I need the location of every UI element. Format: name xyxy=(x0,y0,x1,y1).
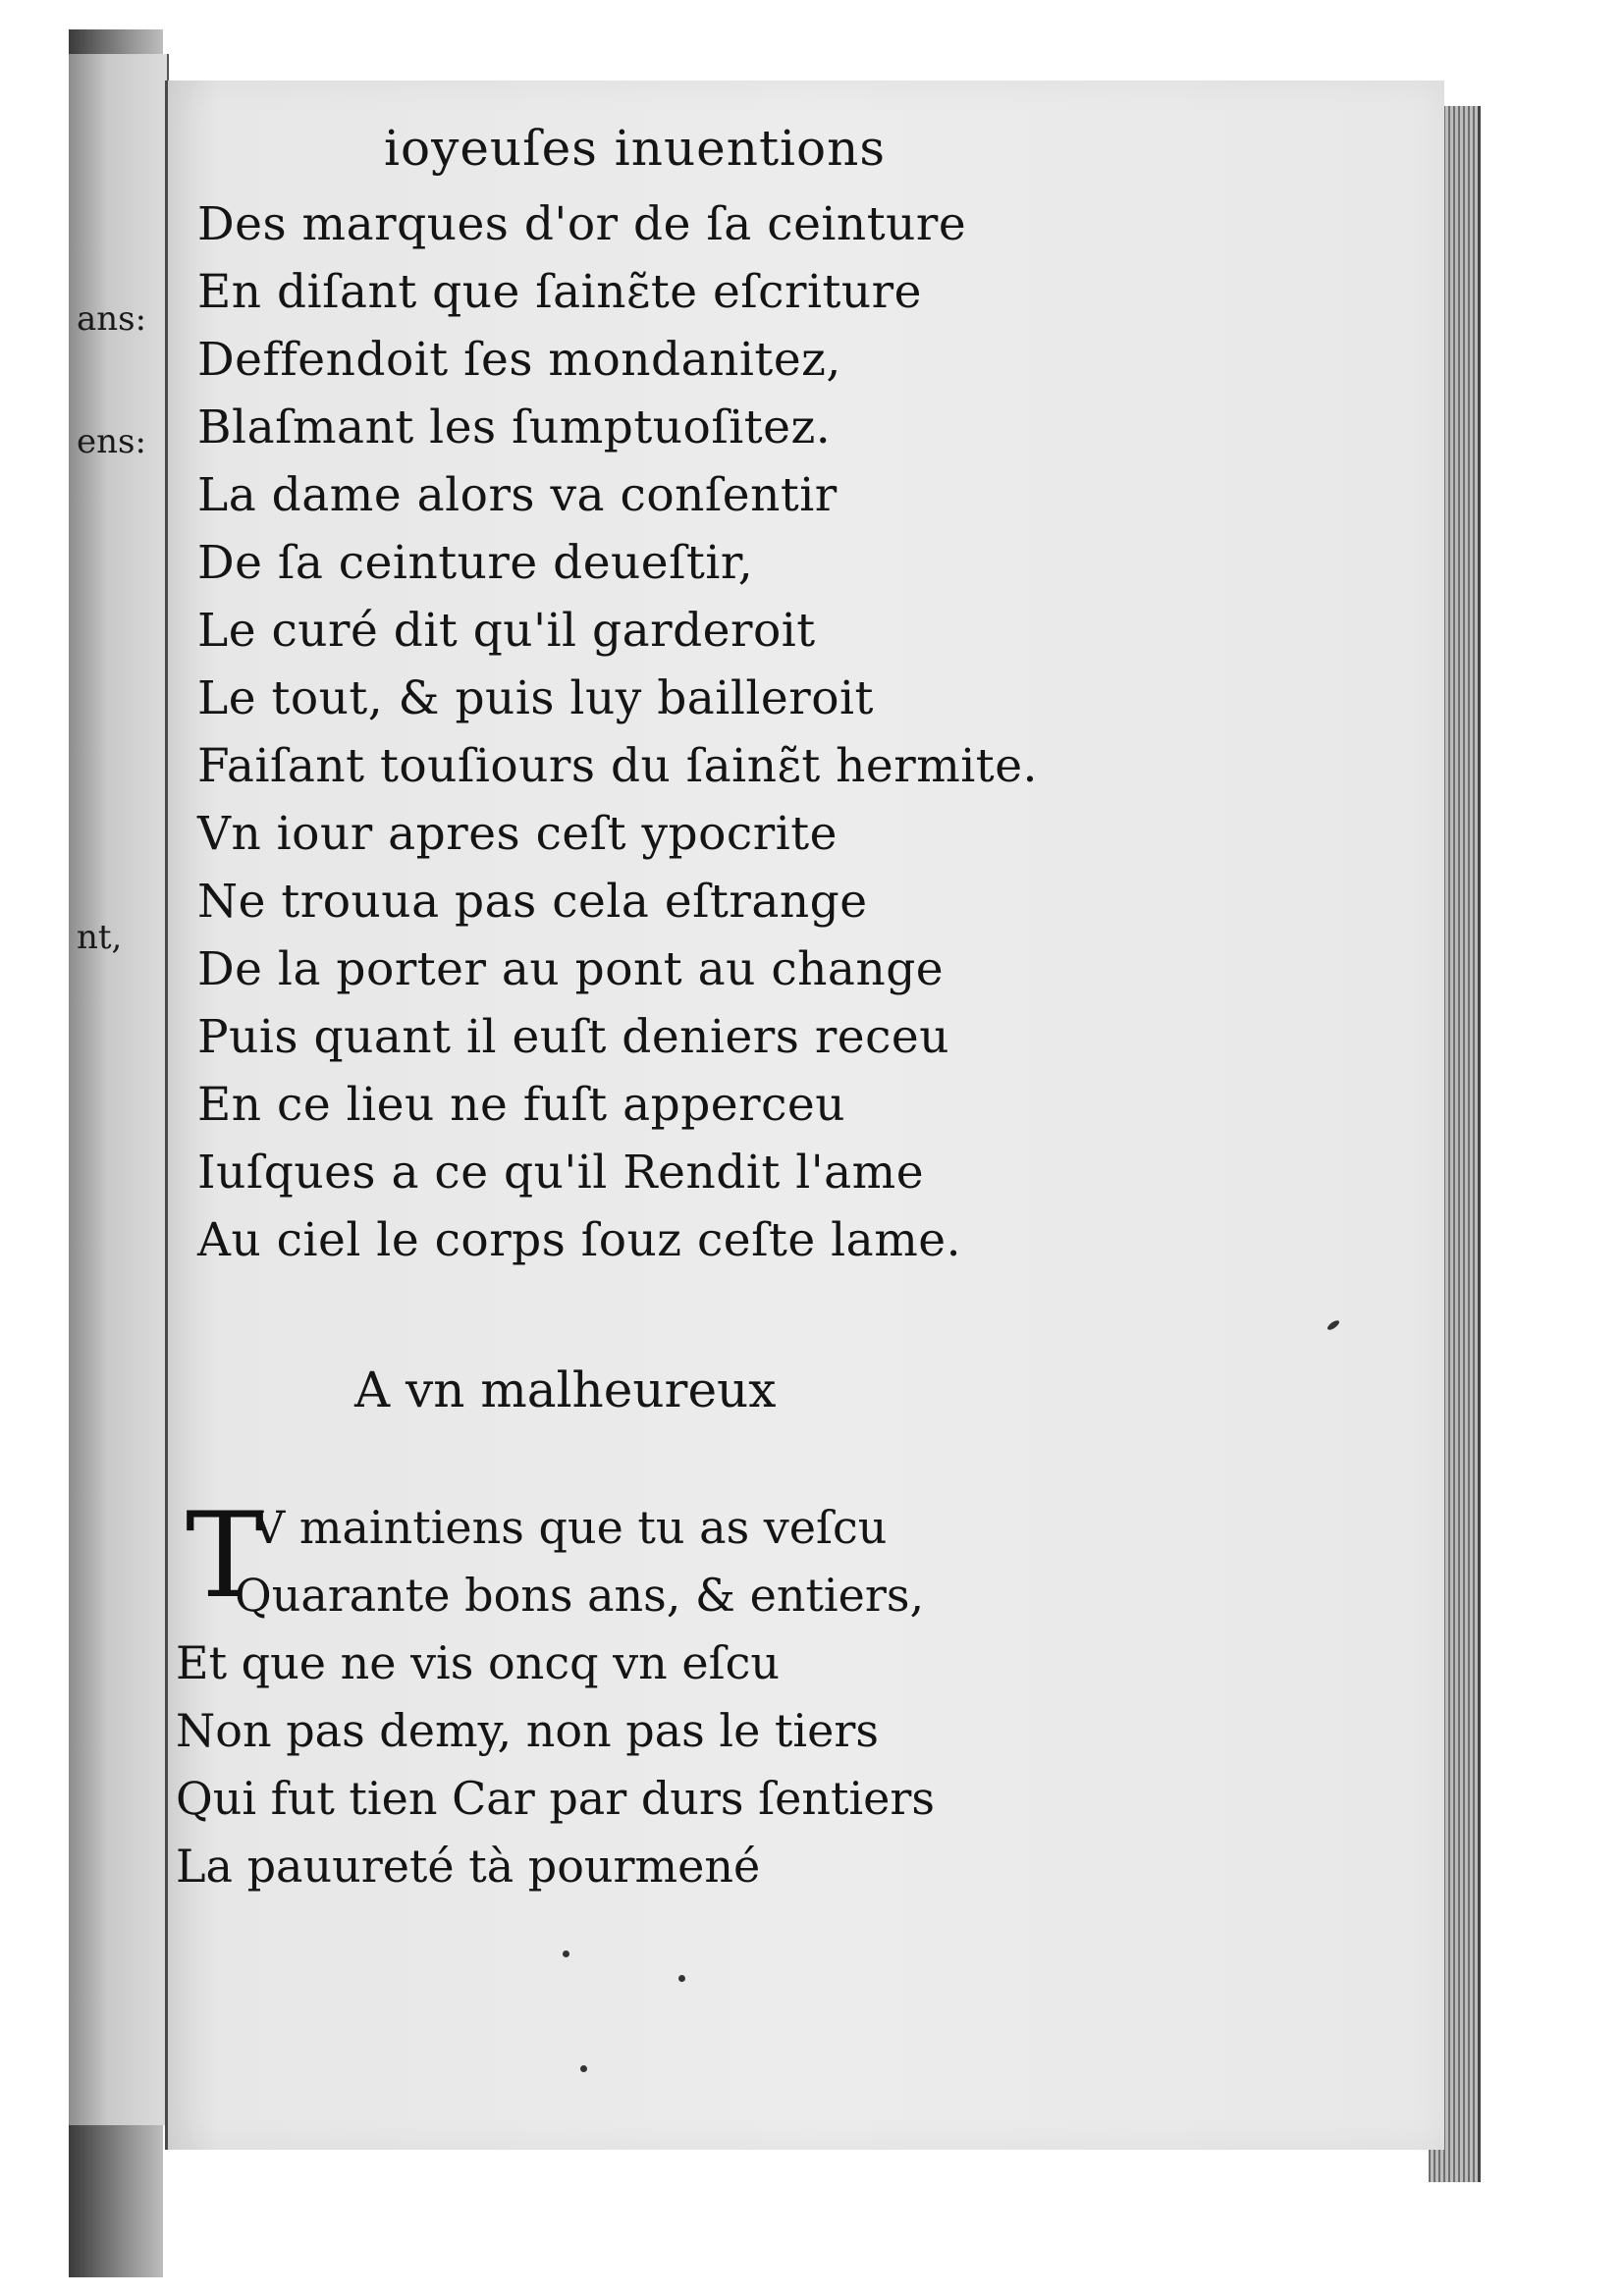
poem-title: A vn malheureux xyxy=(354,1362,777,1418)
ink-speck xyxy=(563,1950,569,1957)
ink-speck xyxy=(580,2065,587,2072)
verse-line: De la porter au pont au change xyxy=(197,942,945,996)
ink-speck xyxy=(678,1975,685,1982)
verse-line: La pauureté tà pourmené xyxy=(176,1840,761,1893)
verse-line: Le curé dit qu'il garderoit xyxy=(197,604,816,658)
facing-page-fragment: ans: xyxy=(77,299,147,339)
facing-page-fragment: nt, xyxy=(77,918,123,957)
ink-speck xyxy=(1326,1319,1341,1332)
verse-line: Au ciel le corps ſouz ceſte lame. xyxy=(197,1213,962,1267)
verse-line: Des marques d'or de ſa ceinture xyxy=(197,197,967,251)
verse-line: Et que ne vis oncq vn eſcu xyxy=(176,1636,781,1689)
verse-line: Non pas demy, non pas le tiers xyxy=(176,1704,879,1757)
verse-line: Faiſant touſiours du ſainɛ̃t hermite. xyxy=(197,739,1038,793)
verse-line: En ce lieu ne fuſt apperceu xyxy=(197,1078,845,1132)
verse-line: En diſant que ſainɛ̃te eſcriture xyxy=(197,265,922,319)
verse-line: Iuſques a ce qu'il Rendit l'ame xyxy=(197,1146,925,1200)
verse-line: Puis quant il euſt deniers receu xyxy=(197,1010,950,1064)
verse-line: Qui fut tien Car par durs ſentiers xyxy=(176,1772,935,1825)
verse-line: De ſa ceinture deueſtir, xyxy=(197,536,754,590)
verse-line: Quarante bons ans, & entiers, xyxy=(235,1569,925,1622)
verse-line: Vn iour apres ceſt ypocrite xyxy=(197,807,838,861)
verse-line: Le tout, & puis luy bailleroit xyxy=(197,671,874,725)
verse-line: Ne trouua pas cela eſtrange xyxy=(197,875,868,929)
facing-page-fragment: ens: xyxy=(77,422,146,461)
stanza-1 xyxy=(197,190,1038,1274)
stanza-2 xyxy=(176,1488,935,1900)
drop-cap: T xyxy=(186,1488,265,1625)
verse-line: V maintiens que tu as veſcu xyxy=(252,1501,888,1554)
facing-page-edge xyxy=(69,54,169,2125)
verse-line: Blaſmant les ſumptuoſitez. xyxy=(197,400,832,454)
book-page xyxy=(165,80,1444,2150)
verse-line: La dame alors va conſentir xyxy=(197,468,838,522)
verse-line: Deffendoit ſes mondanitez, xyxy=(197,333,841,387)
running-title: ioyeuſes inuentions xyxy=(384,120,887,177)
